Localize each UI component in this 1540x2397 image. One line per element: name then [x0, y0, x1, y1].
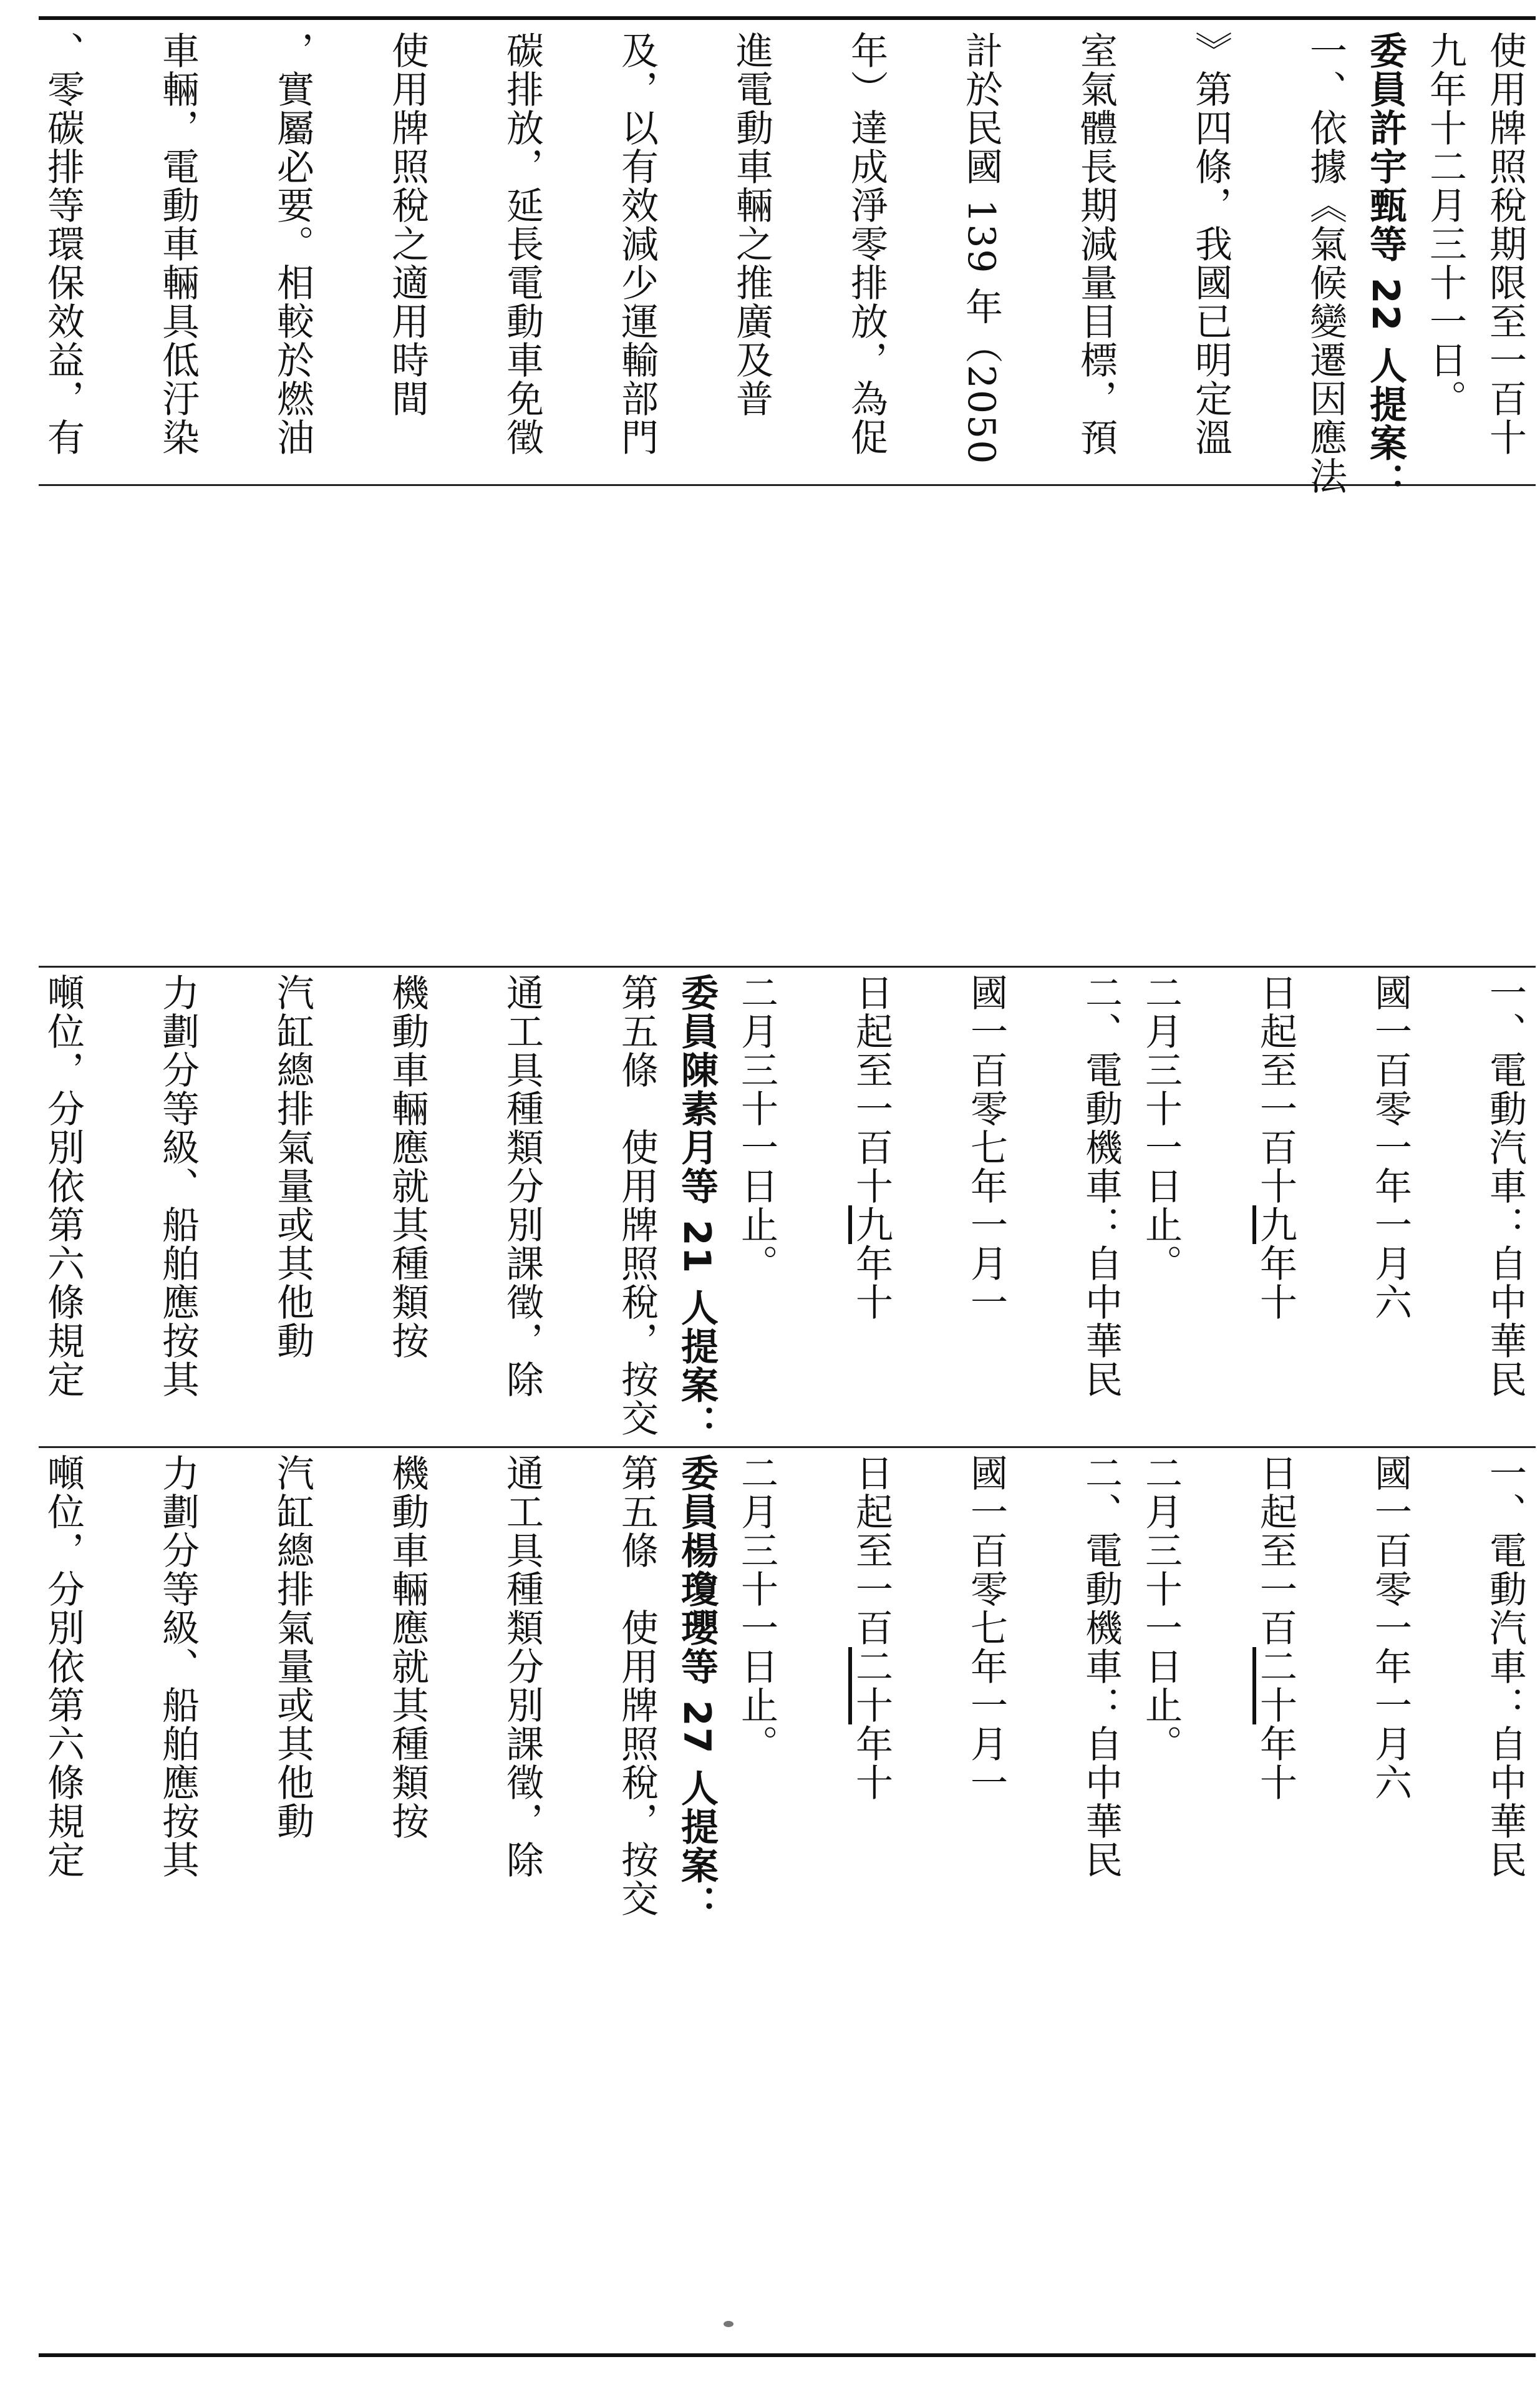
text-line: 噸位，分別依第六條規定 — [41, 1454, 85, 1879]
section-separator — [39, 966, 1536, 968]
text-line: 第五條 使用牌照稅，按交 — [615, 1454, 659, 1918]
text-line — [1246, 1454, 1360, 1928]
text-line: 二月三十一日止。 — [735, 973, 778, 1283]
text-line: 使用牌照稅之適用時間 — [385, 31, 429, 418]
text-line: 噸位，分別依第六條規定 — [41, 973, 85, 1399]
amended-text: 九 — [1254, 1205, 1297, 1244]
text-line: 二月三十一日止。 — [1139, 1454, 1183, 1763]
text-line: 碳排放，延長電動車免徵 — [500, 31, 544, 457]
proposal-heading: 委員陳素月等 21 人提案： — [675, 973, 719, 1444]
text-line: 第五條 使用牌照稅，按交 — [615, 973, 659, 1437]
text-fragment: 年十 — [1254, 1724, 1297, 1802]
text-line: 一、電動汽車：自中華民 — [1483, 1454, 1527, 1879]
text-line — [1246, 973, 1360, 1447]
text-line: 汽缸總排氣量或其他動 — [271, 1454, 314, 1840]
text-line: 力劃分等級、船舶應按其 — [156, 1454, 200, 1879]
amended-text: 九 — [850, 1205, 893, 1244]
text-line: ，實屬必要。相較於燃油 — [271, 31, 314, 457]
text-line: 力劃分等級、船舶應按其 — [156, 973, 200, 1399]
text-line: 》第四條，我國已明定溫 — [1189, 31, 1232, 457]
text-line: 國一百零一年一月六 — [1368, 973, 1412, 1321]
text-line: 、零碳排等環保效益，有 — [41, 31, 85, 457]
text-line: 二、電動機車：自中華民 — [1079, 973, 1123, 1399]
text-line: 一、依據《氣候變遷因應法 — [1304, 31, 1347, 495]
text-line: 二、電動機車：自中華民 — [1079, 1454, 1123, 1879]
amended-text: 二十 — [850, 1647, 893, 1724]
text-line: 國一百零一年一月六 — [1368, 1454, 1412, 1802]
text-line — [841, 1454, 956, 1928]
text-line: 通工具種類分別課徵，除 — [500, 1454, 544, 1879]
text-line: 計於民國 139 年（2050 — [959, 31, 1003, 465]
text-line: 國一百零七年一月一 — [964, 973, 1008, 1321]
proposal-heading: 委員楊瓊瓔等 27 人提案： — [675, 1454, 719, 1924]
text-line: 國一百零七年一月一 — [964, 1454, 1008, 1802]
text-line: 機動車輛應就其種類按 — [385, 1454, 429, 1840]
text-fragment: 年十 — [1254, 1244, 1297, 1321]
text-fragment: 日起至一百十 — [850, 973, 893, 1205]
text-line: 及，以有效減少運輸部門 — [615, 31, 659, 457]
proposal-heading: 委員許宇甄等 22 人提案： — [1363, 31, 1407, 502]
text-fragment: 日起至一百 — [1254, 1454, 1297, 1647]
text-fragment: 日起至一百十 — [1254, 973, 1297, 1205]
text-line: 車輛，電動車輛具低汙染 — [156, 31, 200, 457]
text-line: 使用牌照稅期限至一百十 — [1483, 31, 1527, 457]
text-line: 室氣體長期減量目標，預 — [1074, 31, 1118, 457]
top-border-rule — [39, 16, 1536, 20]
text-line: 汽缸總排氣量或其他動 — [271, 973, 314, 1360]
proposal-chen-suyue — [0, 973, 1535, 1447]
text-line: 機動車輛應就其種類按 — [385, 973, 429, 1360]
text-line — [841, 973, 956, 1447]
text-line — [0, 31, 33, 493]
text-line — [0, 1454, 33, 1928]
text-line — [0, 973, 33, 1447]
text-fragment: 年十 — [850, 1724, 893, 1802]
text-line: 二月三十一日止。 — [735, 1454, 778, 1763]
text-line: 一、電動汽車：自中華民 — [1483, 973, 1527, 1399]
proposal-xu-yuzhen — [0, 31, 1535, 502]
scan-speck — [724, 2321, 734, 2327]
proposal-yang-chiungying — [0, 1454, 1535, 1928]
text-line: 進電動車輛之推廣及普 — [730, 31, 773, 418]
text-line: 通工具種類分別課徵，除 — [500, 973, 544, 1399]
amended-text: 二十 — [1254, 1647, 1297, 1724]
bottom-border-rule — [39, 2353, 1536, 2357]
text-fragment: 日起至一百 — [850, 1454, 893, 1647]
text-fragment: 年十 — [850, 1244, 893, 1321]
text-line: 年）達成淨零排放，為促 — [845, 31, 888, 457]
text-line: 九年十二月三十一日。 — [1423, 31, 1467, 418]
text-line: 二月三十一日止。 — [1139, 973, 1183, 1283]
